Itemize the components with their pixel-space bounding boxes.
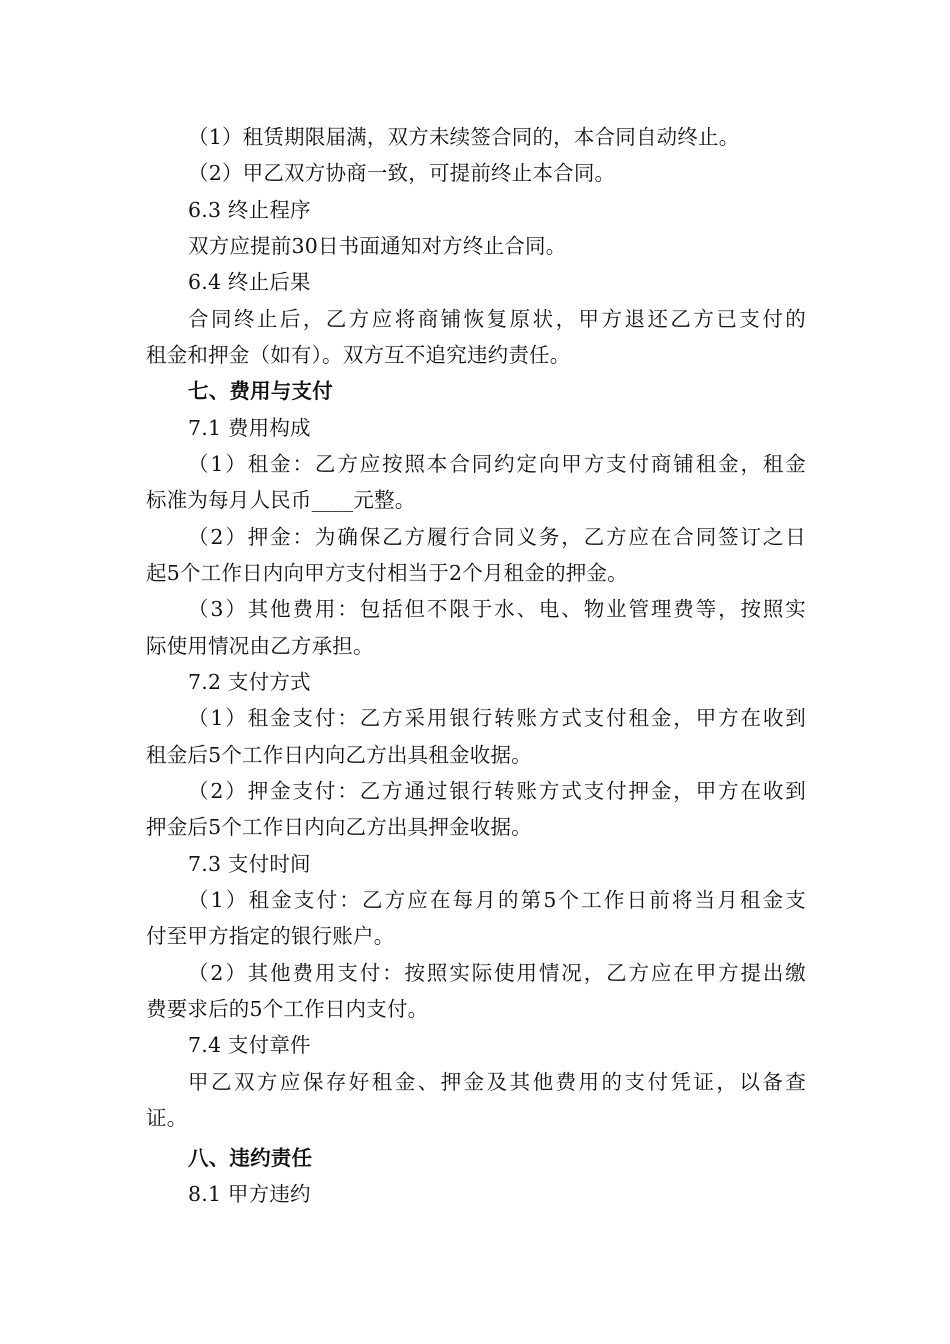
text-line: 双方应提前30日书面通知对方终止合同。 [188, 234, 567, 258]
text-line: （3）其他费用：包括但不限于水、电、物业管理费等，按照实 [188, 597, 806, 621]
text-line: （1）租金支付：乙方应在每月的第5个工作日前将当月租金支 [188, 888, 806, 912]
text-line: 押金后5个工作日内向乙方出具押金收据。 [146, 815, 532, 839]
text-line: （2）押金支付：乙方通过银行转账方式支付押金，甲方在收到 [188, 779, 806, 803]
section-heading: 8.1 甲方违约 [188, 1182, 311, 1206]
chapter-heading: 八、违约责任 [188, 1146, 313, 1170]
text-line: （2）押金：为确保乙方履行合同义务，乙方应在合同签订之日 [188, 525, 806, 549]
text-line: 际使用情况由乙方承担。 [146, 634, 374, 658]
text-line: 租金后5个工作日内向乙方出具租金收据。 [146, 743, 532, 767]
text-line: 甲乙双方应保存好租金、押金及其他费用的支付凭证，以备查 [188, 1070, 806, 1094]
text-line: （1）租金支付：乙方采用银行转账方式支付租金，甲方在收到 [188, 706, 806, 730]
text-line: 付至甲方指定的银行账户。 [146, 924, 395, 948]
section-heading: 6.3 终止程序 [188, 198, 311, 222]
text-line: （1）租金：乙方应按照本合同约定向甲方支付商铺租金，租金 [188, 452, 806, 476]
section-heading: 7.1 费用构成 [188, 416, 311, 440]
text-line: 费要求后的5个工作日内支付。 [146, 997, 429, 1021]
text-line: （2）其他费用支付：按照实际使用情况，乙方应在甲方提出缴 [188, 961, 806, 985]
text-line: 合同终止后，乙方应将商铺恢复原状，甲方退还乙方已支付的 [188, 307, 806, 331]
section-heading: 6.4 终止后果 [188, 270, 311, 294]
text-line: （1）租赁期限届满，双方未续签合同的，本合同自动终止。 [188, 125, 740, 149]
text-line: 标准为每月人民币____元整。 [146, 488, 416, 512]
section-heading: 7.4 支付章件 [188, 1033, 311, 1057]
section-heading: 7.3 支付时间 [188, 852, 311, 876]
text-line: （2）甲乙双方协商一致，可提前终止本合同。 [188, 161, 616, 185]
text-line: 起5个工作日内向甲方支付相当于2个月租金的押金。 [146, 561, 628, 585]
section-heading: 7.2 支付方式 [188, 670, 311, 694]
text-line: 租金和押金（如有）。双方互不追究违约责任。 [146, 343, 571, 367]
text-line: 证。 [146, 1106, 188, 1130]
chapter-heading: 七、费用与支付 [188, 379, 333, 403]
